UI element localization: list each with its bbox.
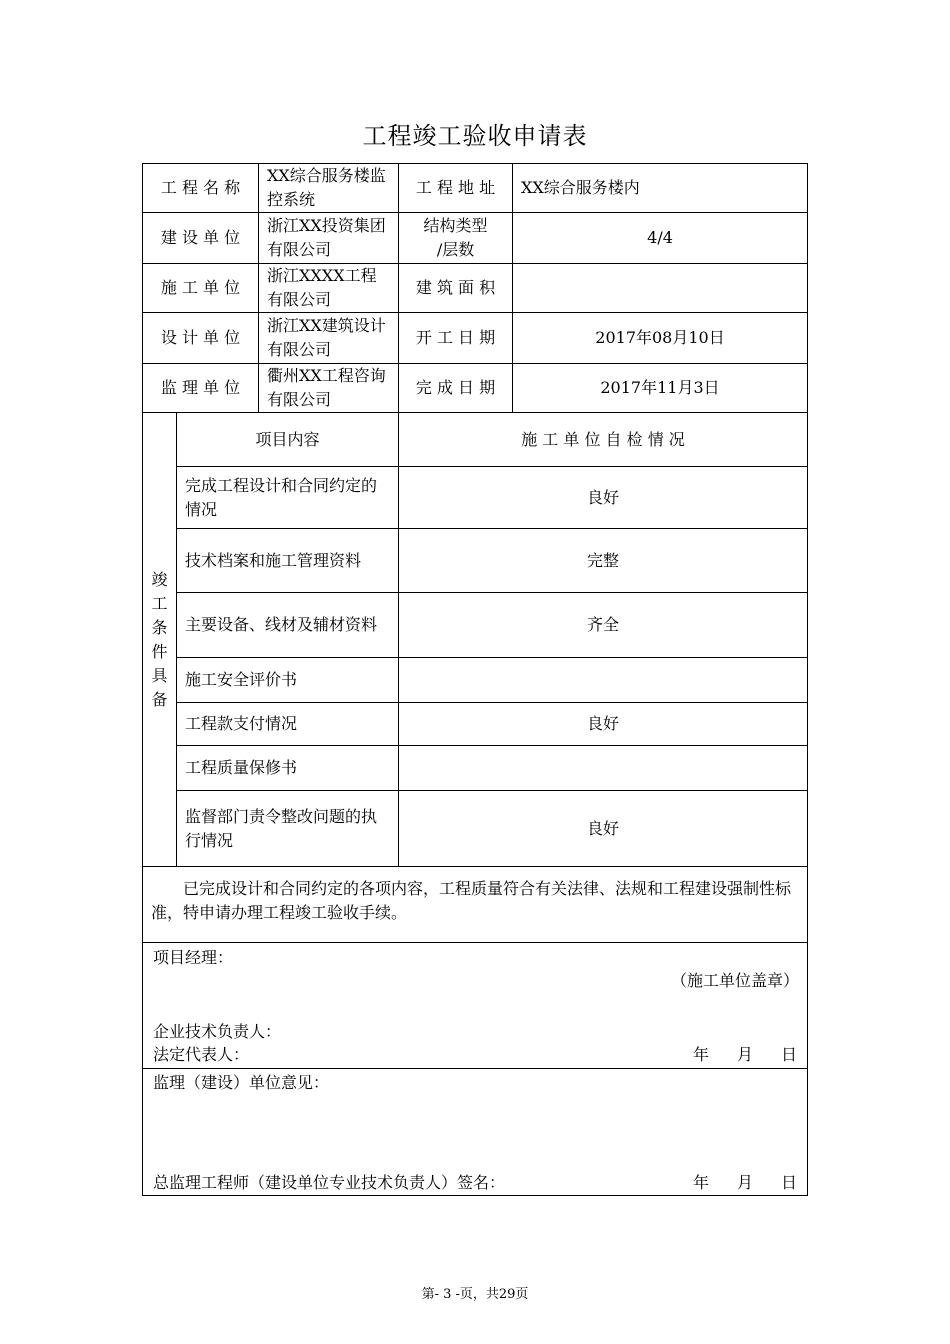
condition-item: 技术档案和施工管理资料 [177,529,399,593]
project-name-label: 工 程 名 称 [143,164,259,213]
condition-result: 完整 [399,529,808,593]
conditions-side-label: 竣 工 条 件 具 备 [143,413,177,867]
supervision-row [143,1069,808,1196]
supervision-unit-value: 衢州XX工程咨询有限公司 [259,364,399,413]
construction-unit-value: 浙江XXXX工程有限公司 [259,264,399,313]
signoff-block [143,943,808,1069]
construction-unit-label: 施 工 单 位 [143,264,259,313]
start-date-label: 开 工 日 期 [399,313,513,364]
project-address-label: 工 程 地 址 [399,164,513,213]
design-unit-value: 浙江XX建筑设计有限公司 [259,313,399,364]
supervision-date-field [693,1173,797,1193]
condition-result: 良好 [399,467,808,529]
condition-result [399,658,808,703]
acceptance-form-table [142,163,808,1196]
row-design-unit [143,313,808,364]
design-unit-label: 设 计 单 位 [143,313,259,364]
condition-row [143,529,808,593]
supervision-month-label: 月 [736,1173,753,1192]
document-title: 工程竣工验收申请表 [362,122,588,150]
condition-result [399,746,808,791]
signoff-day-label: 日 [781,1045,798,1064]
condition-item: 工程款支付情况 [177,703,399,746]
row-build-unit [143,213,808,264]
row-project-name [143,164,808,213]
project-manager-label: 项目经理： [153,948,234,967]
structure-label-line2: /层数 [436,240,475,259]
condition-row [143,791,808,867]
signoff-month-label: 月 [736,1045,753,1064]
condition-result: 齐全 [399,593,808,658]
finish-date-value: 2017年11月3日 [513,364,808,413]
page-footer: 第- 3 -页，共29页 [421,1287,529,1302]
project-address-value: XX综合服务楼内 [513,164,808,213]
signoff-date-field [693,1045,797,1065]
tech-lead-label: 企业技术负责人： [153,1022,282,1041]
supervision-day-label: 日 [781,1173,798,1192]
condition-item: 完成工程设计和合同约定的情况 [177,467,399,529]
structure-label [399,213,513,264]
legal-rep-label: 法定代表人： [153,1045,250,1064]
supervision-unit-label: 监 理 单 位 [143,364,259,413]
construction-seal-label: （施工单位盖章） [671,971,800,990]
chief-engineer-sign-label: 总监理工程师（建设单位专业技术负责人）签名： [153,1173,506,1192]
supervision-year-label: 年 [692,1173,709,1192]
condition-item: 监督部门责令整改问题的执行情况 [177,791,399,867]
conditions-header-check: 施 工 单 位 自 检 情 况 [399,413,808,467]
structure-value: 4/4 [513,213,808,264]
statement-row [143,867,808,943]
condition-result: 良好 [399,791,808,867]
area-label: 建 筑 面 积 [399,264,513,313]
area-value [513,264,808,313]
conditions-header-row [143,413,808,467]
condition-row [143,467,808,529]
signoff-year-label: 年 [692,1045,709,1064]
condition-row [143,593,808,658]
supervision-block [143,1069,808,1196]
structure-label-line1: 结构类型 [423,216,488,235]
signoff-row [143,943,808,1069]
supervision-opinion-label: 监理（建设）单位意见： [153,1073,330,1092]
condition-item: 主要设备、线材及辅材资料 [177,593,399,658]
condition-item: 工程质量保修书 [177,746,399,791]
row-supervision-unit [143,364,808,413]
start-date-value: 2017年08月10日 [513,313,808,364]
row-construction-unit [143,264,808,313]
conditions-header-item: 项目内容 [177,413,399,467]
condition-result: 良好 [399,703,808,746]
build-unit-label: 建 设 单 位 [143,213,259,264]
condition-row [143,658,808,703]
finish-date-label: 完 成 日 期 [399,364,513,413]
project-name-value: XX综合服务楼监控系统 [259,164,399,213]
build-unit-value: 浙江XX投资集团有限公司 [259,213,399,264]
condition-row [143,746,808,791]
condition-item: 施工安全评价书 [177,658,399,703]
statement-text: 已完成设计和合同约定的各项内容，工程质量符合有关法律、法规和工程建设强制性标准，特申请办理工程竣工验收手续。 [143,867,808,943]
condition-row [143,703,808,746]
